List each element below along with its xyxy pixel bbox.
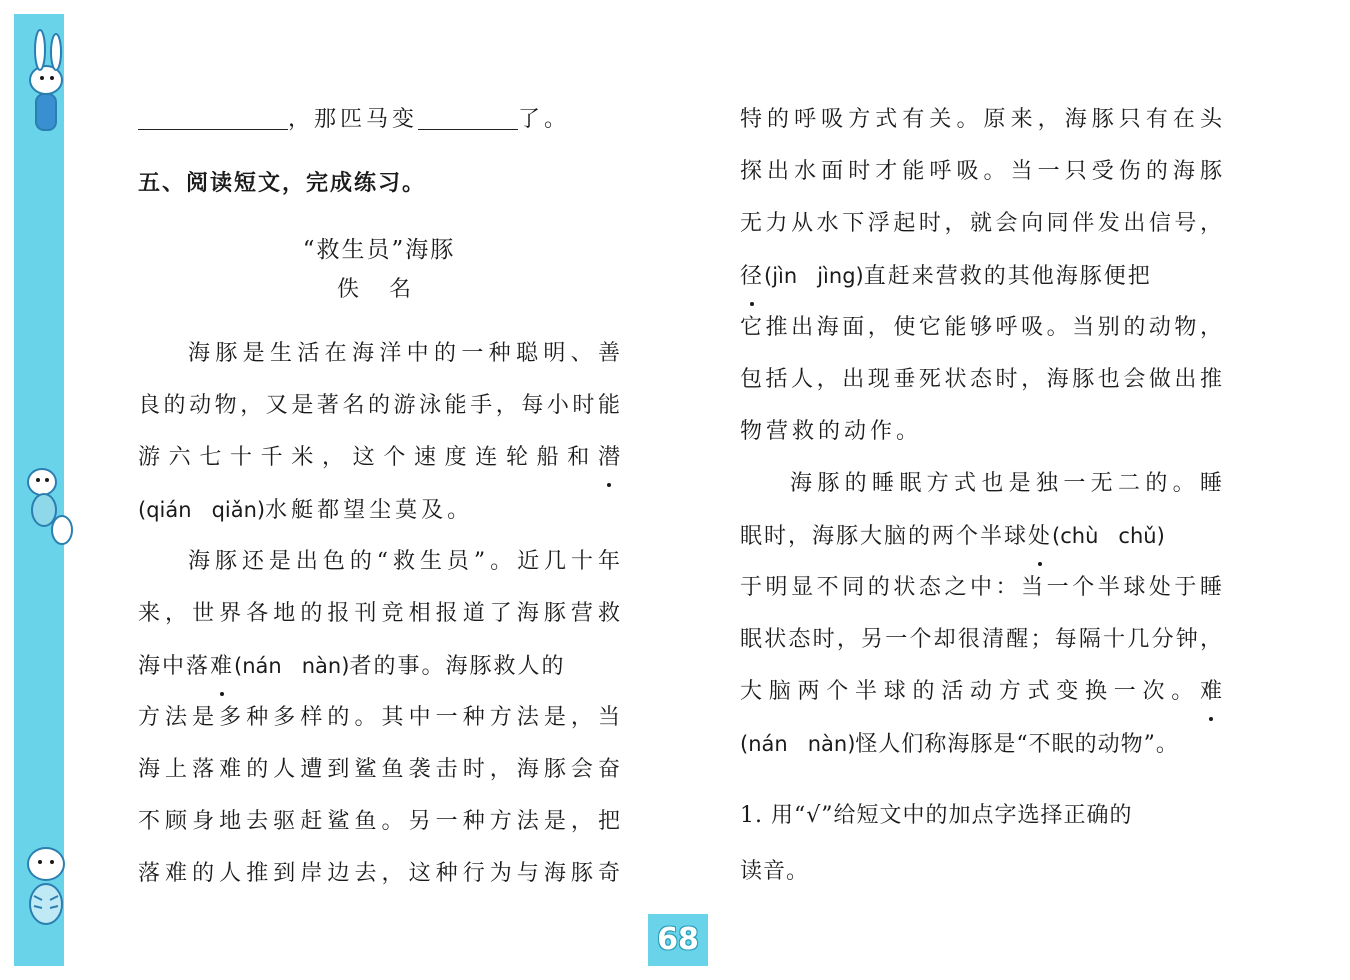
left-column (138, 98, 620, 904)
section-heading: 五、阅读短文，完成练习。 (138, 171, 427, 196)
paragraph-line: 落难的人推到岸边去，这种行为与海豚奇 (138, 861, 620, 886)
answer-blank[interactable] (418, 105, 518, 130)
paragraph-line: 于明显不同的状态之中：当一个半球处于睡 (740, 575, 1222, 600)
dotted-character: 难 (210, 645, 234, 689)
paragraph-line: 它推出海面，使它能够呼吸。当别的动物， (740, 315, 1222, 340)
dotted-character: 处 (1028, 515, 1052, 559)
paragraph-text: 者的事。海豚救人的 (349, 654, 566, 679)
paragraph-text: 大脑两个半球的活动方式变换一次。 (740, 679, 1200, 704)
fill-in-blank-line (138, 98, 620, 150)
paragraph-line: 包括人，出现垂死状态时，海豚也会做出推 (740, 367, 1222, 392)
passage-author: 佚名 (336, 277, 441, 302)
paragraph-line: 海豚是生活在海洋中的一种聪明、善 (188, 341, 620, 366)
paragraph-text: 游六七十千米，这个速度连轮船和 (138, 445, 598, 470)
paragraph-line: 无力从水下浮起时，就会向同伴发出信号， (740, 211, 1222, 236)
paragraph-line: 方法是多种多样的。其中一种方法是，当 (138, 705, 620, 730)
pinyin-option[interactable]: (nán (234, 654, 282, 678)
dotted-character: 径 (740, 255, 764, 299)
question-1-line: 1. 用“√”给短文中的加点字选择正确的 (740, 803, 1133, 828)
paragraph-line (138, 436, 620, 488)
decorative-sidebar (14, 14, 64, 966)
paragraph-line: 物营救的动作。 (740, 419, 923, 444)
paragraph-line (740, 514, 1222, 566)
rabbit-illustration (20, 20, 90, 150)
paragraph-line (138, 644, 620, 696)
answer-blank[interactable] (138, 105, 288, 130)
paragraph-line: 良的动物，又是著名的游泳能手，每小时能 (138, 393, 620, 418)
pinyin-option[interactable]: (nán (740, 732, 788, 756)
fill-line-text: ，那匹马变 (288, 107, 419, 132)
squirrel-illustration (20, 452, 80, 548)
paragraph-line: 探出水面时才能呼吸。当一只受伤的海豚 (740, 159, 1222, 184)
passage-title: “救生员”海豚 (302, 237, 456, 263)
paragraph-line (740, 722, 1222, 774)
fill-line-end: 了。 (518, 107, 571, 132)
paragraph-line: 海上落难的人遭到鲨鱼袭击时，海豚会奋 (138, 757, 620, 782)
page-number: 68 (648, 914, 708, 966)
right-column (740, 98, 1222, 900)
paragraph-line: 特的呼吸方式有关。原来，海豚只有在头 (740, 107, 1222, 132)
pinyin-option[interactable]: chǔ) (1118, 524, 1165, 548)
paragraph-text: 怪人们称海豚是“不眠的动物”。 (855, 732, 1179, 757)
pinyin-option[interactable]: nàn) (301, 654, 350, 678)
paragraph-text: 直赶来营救的其他海豚便把 (863, 264, 1152, 289)
pinyin-option[interactable]: nàn) (807, 732, 856, 756)
pinyin-option[interactable]: (jìn (764, 264, 798, 288)
pinyin-option[interactable]: qiǎn) (211, 498, 266, 522)
paragraph-line: 眠状态时，另一个却很清醒；每隔十几分钟， (740, 627, 1222, 652)
paragraph-line (740, 254, 1222, 306)
paragraph-text: 海中落 (138, 654, 211, 679)
paragraph-line: 不顾身地去驱赶鲨鱼。另一种方法是，把 (138, 809, 620, 834)
dotted-character: 难 (1200, 670, 1222, 714)
paragraph-line (138, 488, 620, 540)
paragraph-line: 海豚的睡眠方式也是独一无二的。睡 (790, 471, 1222, 496)
pinyin-option[interactable]: (qián (138, 498, 192, 522)
paragraph-text: 水艇都望尘莫及。 (265, 498, 474, 523)
paragraph-line: 海豚还是出色的“救生员”。近几十年 (188, 549, 620, 574)
dotted-character: 潜 (598, 436, 620, 480)
tiger-illustration (20, 824, 80, 934)
paragraph-line: 来，世界各地的报刊竞相报道了海豚营救 (138, 601, 620, 626)
pinyin-option[interactable]: jìng) (817, 264, 864, 288)
paragraph-text: 眠时，海豚大脑的两个半球 (740, 524, 1029, 549)
question-1-line: 读音。 (740, 859, 810, 884)
pinyin-option[interactable]: (chù (1052, 524, 1099, 548)
paragraph-line (740, 670, 1222, 722)
